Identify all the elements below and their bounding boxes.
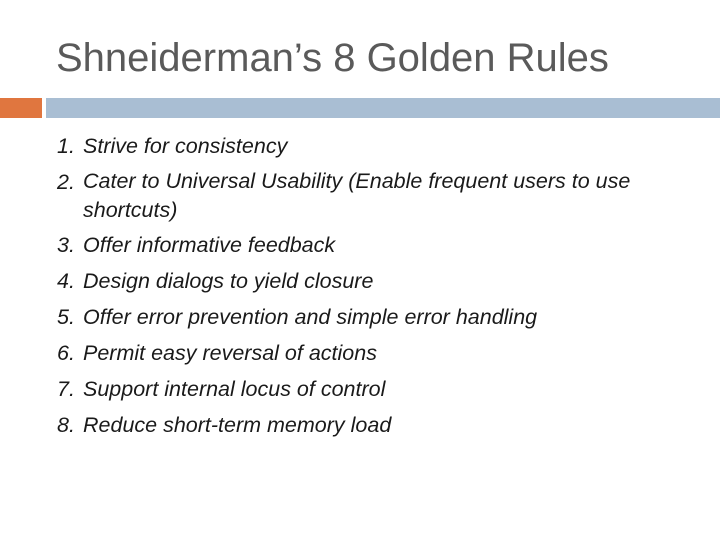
rule-text: Strive for consistency	[83, 134, 288, 158]
list-item	[57, 371, 677, 407]
rule-number: 4.	[57, 269, 75, 293]
list-item	[57, 263, 677, 299]
rule-number: 7.	[57, 377, 75, 401]
rule-text: Reduce short-term memory load	[83, 413, 392, 437]
rule-number: 1.	[57, 134, 75, 158]
rule-number: 3.	[57, 233, 75, 257]
rule-text: Offer informative feedback	[83, 233, 336, 257]
rule-text: Cater to Universal Usability (Enable frequent users to use shortcuts)	[83, 169, 631, 222]
list-item	[57, 407, 677, 443]
rule-number: 6.	[57, 341, 75, 365]
title-underline-bar	[46, 98, 720, 118]
golden-rules-list	[57, 128, 677, 443]
list-item	[57, 227, 677, 263]
list-item	[57, 164, 677, 227]
rule-text: Support internal locus of control	[83, 377, 386, 401]
list-item	[57, 299, 677, 335]
rule-text: Permit easy reversal of actions	[83, 341, 377, 365]
rule-number: 2.	[57, 170, 75, 194]
rule-number: 5.	[57, 305, 75, 329]
list-item	[57, 128, 677, 164]
rule-text: Design dialogs to yield closure	[83, 269, 374, 293]
slide-title: Shneiderman’s 8 Golden Rules	[56, 36, 609, 80]
list-item	[57, 335, 677, 371]
rule-text: Offer error prevention and simple error handling	[83, 305, 538, 329]
accent-bar	[0, 98, 42, 118]
rule-number: 8.	[57, 413, 75, 437]
